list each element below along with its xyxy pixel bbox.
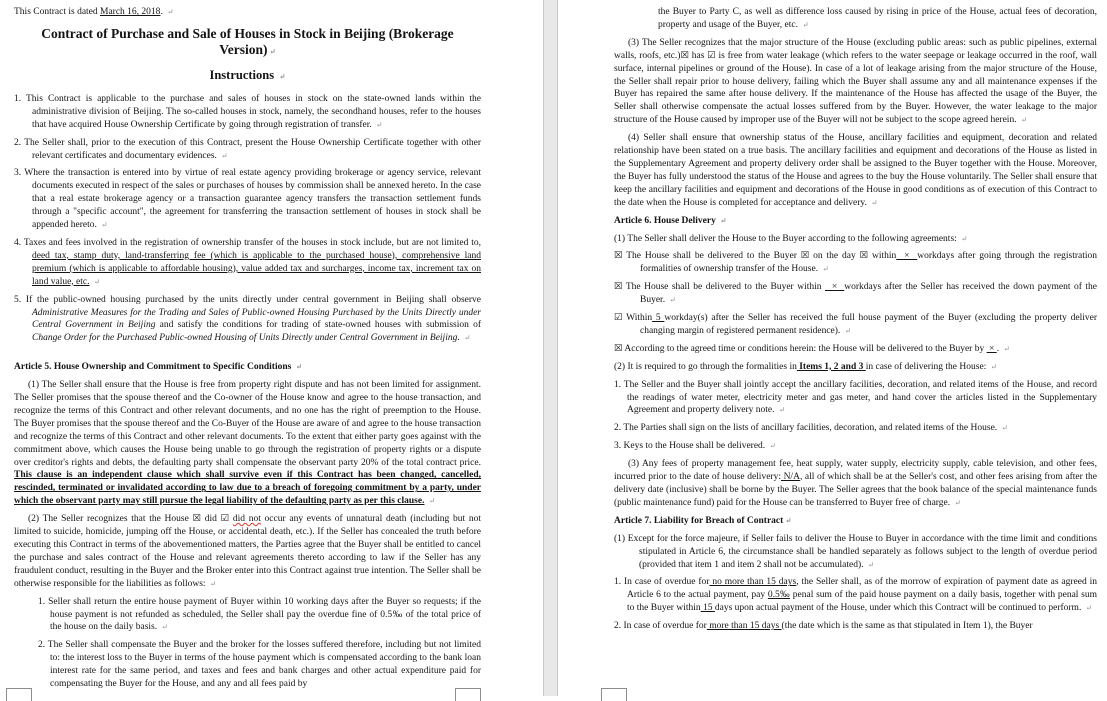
paragraph: [614, 233, 1097, 246]
text-segment: 0.5‰: [767, 590, 791, 601]
text-segment: more than 15 days: [706, 621, 782, 632]
text-segment: ☒ The House shall be delivered to the Buyer within: [614, 282, 825, 293]
text-segment: 1. This Contract is applicable to the purchase and sales of houses in stock on the state-owned lands within the administrative division of Beijing. The so-called houses in stock, namely, the secondhand houses, refer to the houses that have acquired House Ownership Certificate by going through registration of transfer.: [14, 93, 481, 130]
text-segment: (2) The Seller recognizes that the House ☒ did ☑: [28, 514, 233, 525]
paragraph-mark: ↵: [1020, 115, 1028, 125]
paragraph-mark: ↵: [101, 220, 108, 230]
text-segment: (4) Seller shall ensure that ownership status of the House, ancillary facilities and equipment, decoration and related relationship have been stated on a true basis. The ancillary facilities and equipment and decorations of the House as listed in the Supplementary Agreement and property delivery order shall be assigned to the Buyer together with the House. Moreover, the Buyer has fully understood the status of the House and agrees to the buy the House voluntarily. The Seller shall ensure that keep the ancillary facilities and equipment and decorations of the House in good conditions as of execution of this Contract to the date when the House is completed for acceptance and delivery.: [614, 133, 1097, 208]
text-segment: Article 5. House Ownership and Commitment to Specific Conditions: [14, 362, 294, 373]
paragraph-mark: ↵: [167, 7, 174, 16]
text-boundary-mark: [455, 688, 481, 701]
paragraph-mark: ↵: [954, 497, 961, 507]
list-item: [614, 620, 1097, 633]
text-segment: ☒ According to the agreed time or conditions herein: the House will be delivered to the Buyer by: [614, 343, 987, 354]
text-segment: ☒ The House shall be delivered to the Buyer ☒ on the day ☒ within: [614, 251, 897, 262]
sub-list-item: [38, 639, 481, 691]
paragraph-mark: ↵: [269, 46, 276, 56]
text-segment: , all of which shall be at the Seller's cost, and other fees arising from after the delivery date (inclusive) shall be borne by the Buyer. The Seller agrees that the book balance of the special maintenance funds (public maintenance fund) paid for the House can be transferred to Buyer free of charge.: [614, 472, 1097, 508]
list-item: [614, 440, 1097, 453]
paragraph-mark: ↵: [720, 215, 727, 225]
text-segment: ×: [896, 251, 918, 262]
paragraph-mark: ↵: [1001, 423, 1008, 433]
text-segment: Items 1, 2 and 3: [796, 361, 866, 372]
page-left: [0, 0, 543, 696]
text-segment: , the Seller shall, as of the morrow of expiration of payment date as agreed in Article 6 to the actual payment, pay: [627, 577, 1097, 601]
paragraph-mark: ↵: [1085, 603, 1092, 613]
text-segment: workday(s) after the Seller has received the full house payment of the Buyer (excluding the property deliver changing margin of registered permanent residence).: [640, 313, 1097, 336]
text-segment: occur any events of unnatural death (including but not limited to suicide, homicide, jumping off the House, or accidental death, etc.). If the Seller has concealed the truth before executing this Contract in terms of the abovementioned matters, the Parties agree that the Buyer shall be entitled to cancel the purchase and sales contract of the House and relevant agreements thereto according to law if the Seller has any fraudulent conduct, resulting in the Buyer and the Broker enter into this Contract against true intention. The Seller shall be otherwise responsible for the liabilities as follows:: [14, 514, 481, 589]
paragraph: [614, 361, 1097, 374]
text-segment: .: [996, 343, 1002, 354]
document-subtitle: [14, 68, 481, 84]
checkbox-line: [614, 281, 1097, 307]
article-heading: [614, 215, 1097, 228]
dateline: [14, 6, 481, 19]
list-item: [614, 422, 1097, 435]
text-segment: 5: [652, 313, 665, 324]
text-segment: 1. Seller shall return the entire house payment of Buyer within 10 working days after the Buyer so requests; if the house payment is not refunded as scheduled, the Seller shall pay the overdue fine of 0.5‰ of the total price of the house on the daily basis.: [38, 596, 481, 633]
continuation-paragraph: [658, 6, 1097, 32]
text-segment: .: [457, 333, 463, 344]
text-boundary-mark: [601, 688, 627, 701]
paragraph-mark: ↵: [93, 276, 101, 286]
paragraph-mark: ↵: [778, 405, 786, 415]
text-segment: 1. In case of overdue for: [614, 577, 710, 588]
text-segment: ×: [986, 343, 997, 354]
paragraph-mark: ↵: [209, 578, 217, 588]
checkbox-line: [614, 343, 1097, 356]
paragraph-mark: ↵: [867, 559, 875, 569]
list-item: [614, 379, 1097, 418]
page-left-content: [0, 0, 543, 691]
list-item: [614, 576, 1097, 615]
text-segment: 4. Taxes and fees involved in the registration of ownership transfer of the houses in stock include, but are not limited to,: [14, 237, 481, 248]
document-title: [14, 26, 481, 60]
text-segment: 5. If the public-owned housing purchased by the units directly under central government in Beijing shall observe: [14, 294, 481, 305]
text-segment: ×: [824, 282, 845, 293]
instruction-item: [14, 93, 481, 132]
text-segment: (1) Except for the force majeure, if Seller fails to deliver the House to Buyer in accordance with the time limit and conditions stipulated in Article 6, the circumstance shall be handled separately as follows subject to the length of overdue period (provided that item 1 and item 2 shall not be accumulated).: [614, 533, 1097, 570]
paragraph-mark: ↵: [785, 515, 792, 525]
paragraph-mark: ↵: [1003, 343, 1010, 353]
paragraph: [14, 379, 481, 508]
text-segment: (1) The Seller shall deliver the House to the Buyer according to the following agreements:: [614, 233, 960, 244]
text-segment: Administrative Measures for the Trading and Sales of Public-owned Housing Purchased by the Units Directly under Central Government in Beijing: [32, 307, 481, 331]
text-segment: penal sum of the paid house payment on a daily basis, together with penal sum to the Buyer within: [627, 590, 1098, 614]
text-segment: (3) Any fees of property management fee, heat supply, water supply, electricity supply, cable television, and other fees, incurred prior to the date of house delivery:: [614, 459, 1097, 483]
paragraph-mark: ↵: [376, 119, 383, 129]
text-segment: N/A: [780, 472, 800, 483]
paragraph: [614, 132, 1097, 209]
spellcheck-flagged-text: did not: [232, 514, 261, 525]
text-segment: 2. The Parties shall sign on the lists of ancillary facilities, decoration, and related items of the House.: [614, 423, 1000, 434]
text-segment: 15: [700, 603, 715, 614]
text-boundary-mark: [6, 688, 32, 701]
text-segment: (1) The Seller shall ensure that the House is free from property right dispute and has not been limited for assignment. The Seller promises that the spouse thereof and the Co-owner of the House know and agree to the house transaction, and recognize the terms of this Contract and other relevant documents, and no one has the right of preemption to the House. The Buyer promises that the spouse thereof and the Co-Buyer of the House are aware of and agree to the house transaction and recognize the terms of this Contract and other relevant documents. To the extent that either party goes against with the commitment above, which causes the House being unable to go through the registration of property rights or a dispute over creditor's rights and debts, the defaulting party shall compensate the observant party 20% of the total contract price.: [14, 380, 481, 468]
text-segment: 2. In case of overdue for: [614, 621, 707, 632]
article-heading: [14, 361, 481, 374]
text-segment: in case of delivering the House:: [865, 361, 989, 372]
paragraph-mark: ↵: [822, 264, 829, 274]
text-segment: (3) The Seller recognizes that the major structure of the House (excluding public areas: such as public pipelines, external walls, roofs, etc.)☒ has ☑ is free from water leakage (which refers to the water seepage or leakage occurred in the roof, wall surface, internal pipelines or ground of the House). In case of a lot of leakage arising from the major structure of the House, the Seller shall repair prior to house delivery, failing which the Buyer shall assume any and all maintenance expenses if the Buyer has repaired the same after house delivery. If the maintenance of the House has affected the usage of the Buyer, the Seller shall otherwise compensate the actual losses suffered from by the Buyer. However, the water leakage to the major structure of the House caused by improper use of the Buyer will not be subject to the scope agreed herein.: [614, 37, 1097, 126]
page-right: [558, 0, 1107, 696]
paragraph: [614, 458, 1097, 510]
article-heading: [614, 515, 1097, 528]
text-segment: 2. The Seller shall compensate the Buyer and the broker for the losses suffered therefore, including but not limited to: the interest loss to the Buyer in terms of the house payment which is compensated according to the bank loan interest rate for the same period, and taxes and fees and bank charges and other actual expenditure paid for compensating the Buyer for the House, and any and all fees paid by: [38, 640, 481, 690]
instruction-item: [14, 294, 481, 346]
text-segment: (the date which is the same as that stipulated in Item 1), the Buyer: [781, 621, 1033, 632]
text-segment: This Contract is dated: [14, 7, 101, 17]
paragraph-mark: ↵: [464, 333, 471, 343]
paragraph-mark: ↵: [428, 496, 436, 506]
text-segment: Contract of Purchase and Sale of Houses in Stock in Beijing (Brokerage Version): [41, 25, 454, 57]
paragraph-mark: ↵: [669, 295, 676, 305]
page-right-content: [558, 0, 1107, 633]
paragraph-mark: ↵: [990, 361, 997, 371]
instruction-item: [14, 167, 481, 232]
text-segment: This clause is an independent clause which shall survive even if this Contract has been changed, cancelled, rescinded, terminated or invalidated according to law due to a breach of foregoing commitment by a party, under which the observant party may still pursue the legal liability of the defaulting party as per this clause.: [14, 470, 481, 507]
text-segment: Change Order for the Purchased Public-owned Housing of Units Directly under Central Government in Beijing: [32, 333, 458, 344]
text-segment: (2) It is required to go through the formalities in: [614, 361, 797, 372]
checkbox-line: [614, 312, 1097, 338]
text-segment: March 16, 2018: [100, 7, 161, 17]
paragraph-mark: ↵: [802, 19, 809, 29]
text-segment: 3. Where the transaction is entered into by virtue of real estate agency providing brokerage or agency service, relevant documents executed in respect of the sales or purchases of houses by commission shall be annexed hereto. In the case that a real estate brokerage agency or a transaction guarantee agency transfers the transaction settlement funds through a "specific account", the agreement for transferring the transaction settlement of houses in stock shall be appended hereto.: [14, 168, 481, 231]
text-segment: Article 7. Liability for Breach of Contract: [614, 515, 784, 526]
paragraph-mark: ↵: [844, 325, 851, 335]
paragraph-mark: ↵: [871, 197, 878, 207]
sub-list-item: [38, 596, 481, 635]
text-segment: deed tax, stamp duty, land-transferring fee (which is applicable to the purchased house), comprehensive land premium (which is applicable to affordable housing), value added tax and surcharges, income tax, increment tax on land value, etc.: [32, 250, 481, 287]
paragraph-mark: ↵: [295, 362, 303, 372]
text-segment: [90, 277, 92, 287]
text-segment: Instructions: [209, 67, 278, 82]
text-segment: the Buyer to Party C, as well as difference loss caused by rising in price of the House, actual fees of decoration, property and usage of the Buyer, etc.: [658, 7, 1097, 30]
text-segment: 1. The Seller and the Buyer shall jointly accept the ancillary facilities, decoration, and related items of the House, and record the readings of water meter, electricity meter and gas meter, and hand cover the articles listed in the Supplementary Agreement and property delivery note.: [614, 379, 1097, 416]
text-segment: Article 6. House Delivery: [614, 215, 719, 226]
paragraph-mark: ↵: [221, 150, 228, 160]
page-divider: [543, 0, 558, 696]
paragraph: [614, 533, 1097, 572]
paragraph-mark: ↵: [769, 441, 776, 451]
text-segment: workdays after the Seller has received the down payment of the Buyer.: [640, 282, 1097, 306]
paragraph-mark: ↵: [161, 622, 168, 632]
text-segment: ☑ Within: [614, 313, 653, 324]
text-segment: [424, 496, 426, 506]
text-segment: 3. Keys to the House shall be delivered.: [614, 441, 768, 452]
paragraph-mark: ↵: [961, 233, 968, 243]
paragraph: [14, 513, 481, 590]
paragraph: [614, 37, 1097, 127]
text-segment: and satisfy the conditions for trading of state-owned houses with submission of: [155, 320, 481, 331]
text-segment: .: [160, 7, 166, 17]
instruction-item: [14, 237, 481, 289]
paragraph-mark: ↵: [279, 71, 286, 81]
text-segment: no more than 15 days: [709, 577, 797, 588]
text-segment: days upon actual payment of the House, under which this Contract will be continued to perform.: [714, 603, 1084, 614]
text-segment: 2. The Seller shall, prior to the execution of this Contract, present the House Ownership Certificate together with other relevant certificates and documentary evidences.: [14, 137, 481, 161]
checkbox-line: [614, 250, 1097, 276]
text-segment: workdays after going through the registration formalities of ownership transfer of the House.: [640, 251, 1098, 275]
instruction-item: [14, 137, 481, 163]
